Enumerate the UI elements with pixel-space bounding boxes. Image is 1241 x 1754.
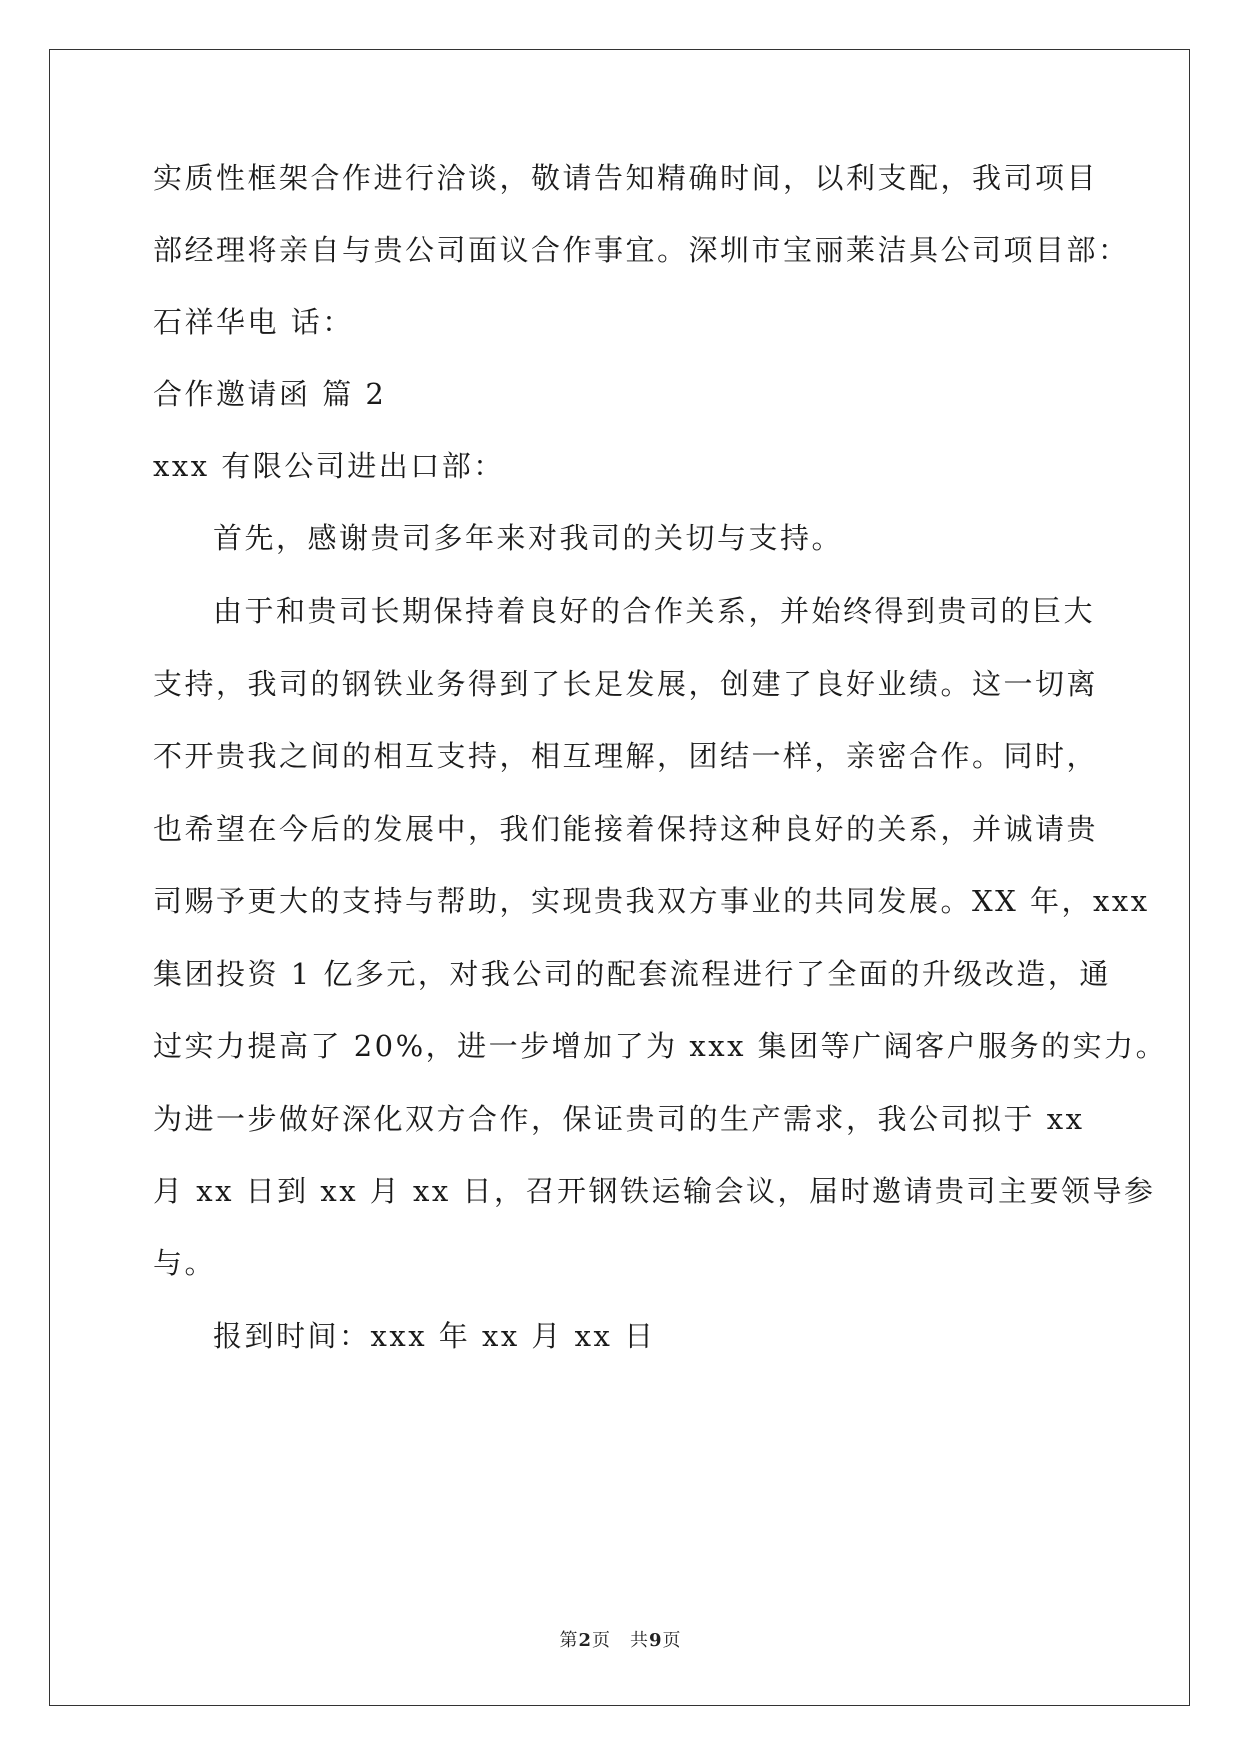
text-line: 石祥华电 话： — [153, 305, 354, 339]
paragraph-line: 由于和贵司长期保持着良好的合作关系，并始终得到贵司的巨大 — [213, 594, 1096, 628]
paragraph-line: 过实力提高了 20%，进一步增加了为 xxx 集团等广阔客户服务的实力。 — [153, 1029, 1168, 1063]
paragraph-line: 司赐予更大的支持与帮助，实现贵我双方事业的共同发展。XX 年，xxx — [153, 884, 1150, 918]
total-page-number: 9 — [649, 1630, 663, 1651]
text-line: 实质性框架合作进行洽谈，敬请告知精确时间，以利支配，我司项目 — [153, 161, 1099, 195]
page-mid: 页 共 — [592, 1630, 649, 1651]
current-page-number: 2 — [578, 1630, 592, 1651]
paragraph-line: 报到时间：xxx 年 xx 月 xx 日 — [213, 1319, 656, 1353]
paragraph-line: 集团投资 1 亿多元，对我公司的配套流程进行了全面的升级改造，通 — [153, 957, 1111, 991]
paragraph-line: 也希望在今后的发展中，我们能接着保持这种良好的关系，并诚请贵 — [153, 812, 1099, 846]
paragraph-line: 与。 — [153, 1246, 217, 1280]
paragraph-line: 支持，我司的钢铁业务得到了长足发展，创建了良好业绩。这一切离 — [153, 667, 1099, 701]
page-prefix: 第 — [559, 1630, 579, 1651]
section-heading: 合作邀请函 篇 2 — [153, 377, 387, 411]
paragraph-line: 不开贵我之间的相互支持，相互理解，团结一样，亲密合作。同时， — [153, 739, 1099, 773]
paragraph-line: 月 xx 日到 xx 月 xx 日，召开钢铁运输会议，届时邀请贵司主要领导参 — [153, 1174, 1156, 1208]
salutation: xxx 有限公司进出口部： — [153, 449, 505, 483]
paragraph-line: 为进一步做好深化双方合作，保证贵司的生产需求，我公司拟于 xx — [153, 1102, 1085, 1136]
paragraph-line: 首先，感谢贵司多年来对我司的关切与支持。 — [213, 521, 844, 555]
page-footer — [0, 1626, 1241, 1652]
page-border — [49, 49, 1190, 1706]
page-suffix: 页 — [662, 1630, 682, 1651]
text-line: 部经理将亲自与贵公司面议合作事宜。深圳市宝丽莱洁具公司项目部： — [153, 233, 1130, 267]
